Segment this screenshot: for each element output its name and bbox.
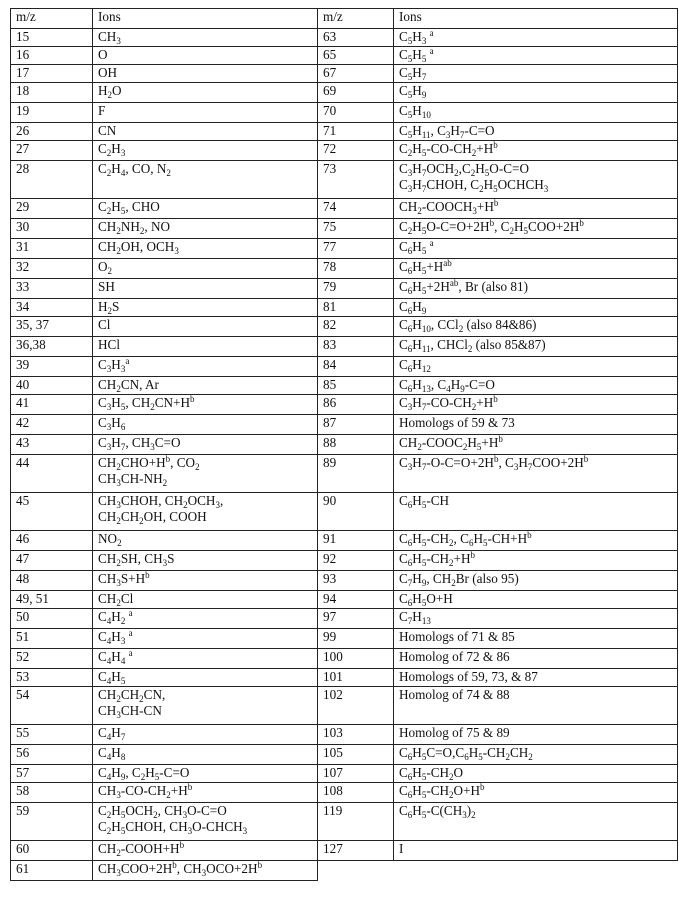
mz-cell: 82 (318, 317, 394, 337)
mz-cell: 101 (318, 669, 394, 687)
ion-cell: $C_6H_{10}$, CCl$_2$ (also 84&86) (394, 317, 678, 337)
mz-cell: 27 (11, 141, 93, 161)
table-row (11, 551, 678, 571)
ion-cell: $CH_2Cl$ (93, 591, 318, 609)
mz-cell: 19 (11, 103, 93, 123)
mz-cell: 91 (318, 531, 394, 551)
ion-cell: $C_3H_3^a$ (93, 357, 318, 377)
mz-cell: 42 (11, 415, 93, 435)
table-row (11, 161, 678, 199)
ion-cell: $CH_2NH_2$, NO (93, 219, 318, 239)
ion-cell: $C_5H_3$ $^a$ (394, 29, 678, 47)
table-row (11, 531, 678, 551)
mz-cell: 26 (11, 123, 93, 141)
table-row (11, 725, 678, 745)
ion-cell: $CH_2CH_2CN$, $CH_3CH-CN$ (93, 687, 318, 725)
ion-cell: $CH_3$ (93, 29, 318, 47)
mz-cell: 105 (318, 745, 394, 765)
ion-cell: $CH_2CN$, Ar (93, 377, 318, 395)
ion-cell: $C_5H_{11}$, $C_3H_7-C=O$ (394, 123, 678, 141)
ion-cell: $C_3H_5$, $CH_2CN+H^b$ (93, 395, 318, 415)
mz-cell: 73 (318, 161, 394, 199)
ion-cell: Cl (93, 317, 318, 337)
mz-cell: 99 (318, 629, 394, 649)
ion-cell: $C_3H_7$, $CH_3C=O$ (93, 435, 318, 455)
ion-cell: $C_7H_{13}$ (394, 609, 678, 629)
mz-cell: 40 (11, 377, 93, 395)
mz-cell: 47 (11, 551, 93, 571)
table-row (11, 47, 678, 65)
header-mz-left: m/z (11, 9, 93, 29)
ion-cell: $CH_3COO+2H^b$, $CH_3OCO+2H^b$ (93, 861, 318, 881)
table-row (11, 259, 678, 279)
table-row (11, 317, 678, 337)
mz-cell: 97 (318, 609, 394, 629)
ion-cell: $CH_3S+H^b$ (93, 571, 318, 591)
ion-cell: $C_2H_5-CO-CH_2+H^b$ (394, 141, 678, 161)
ion-cell: $C_6H_{13}$, $C_4H_9-C=O$ (394, 377, 678, 395)
table-row (11, 395, 678, 415)
ion-cell (394, 861, 678, 881)
ion-cell: $C_7H_9$, $CH_2Br$ (also 95) (394, 571, 678, 591)
table-row (11, 803, 678, 841)
ion-cell: $C_4H_3$ $^a$ (93, 629, 318, 649)
table-row (11, 861, 678, 881)
mz-cell: 61 (11, 861, 93, 881)
header-ions-right: Ions (394, 9, 678, 29)
mz-cell: 32 (11, 259, 93, 279)
ion-cell: $C_3H_7-CO-CH_2+H^b$ (394, 395, 678, 415)
ion-cell: $C_6H_5-CH_2+H^b$ (394, 551, 678, 571)
table-row (11, 65, 678, 83)
mz-cell: 103 (318, 725, 394, 745)
ion-cell: $C_6H_5$ $^a$ (394, 239, 678, 259)
mz-cell: 30 (11, 219, 93, 239)
table-row (11, 83, 678, 103)
mz-cell: 45 (11, 493, 93, 531)
ion-cell: $C_6H_5-CH_2O$ (394, 765, 678, 783)
table-row (11, 649, 678, 669)
mz-cell: 63 (318, 29, 394, 47)
ion-cell: $CH_2OH$, $OCH_3$ (93, 239, 318, 259)
ion-cell: $CH_3CHOH$, $CH_2OCH_3$, $CH_2CH_2OH$, COOH (93, 493, 318, 531)
mz-cell: 89 (318, 455, 394, 493)
mz-cell: 43 (11, 435, 93, 455)
table-row (11, 123, 678, 141)
ion-cell: Homologs of 59, 73, & 87 (394, 669, 678, 687)
mz-cell: 16 (11, 47, 93, 65)
ion-cell: $C_2H_3$ (93, 141, 318, 161)
ion-cell: $C_6H_5-C(CH_3)_2$ (394, 803, 678, 841)
table-row (11, 571, 678, 591)
table-row (11, 841, 678, 861)
ion-cell: Homologs of 59 & 73 (394, 415, 678, 435)
mz-cell: 28 (11, 161, 93, 199)
mz-cell: 92 (318, 551, 394, 571)
ion-cell: F (93, 103, 318, 123)
mz-cell: 35, 37 (11, 317, 93, 337)
mz-cell: 70 (318, 103, 394, 123)
mz-cell: 51 (11, 629, 93, 649)
mz-cell: 74 (318, 199, 394, 219)
mz-ions-table (10, 8, 678, 881)
mz-cell: 18 (11, 83, 93, 103)
mz-cell: 75 (318, 219, 394, 239)
mz-cell: 100 (318, 649, 394, 669)
mz-cell: 44 (11, 455, 93, 493)
table-row (11, 279, 678, 299)
mz-cell: 49, 51 (11, 591, 93, 609)
ion-cell: $C_4H_8$ (93, 745, 318, 765)
ion-cell: $C_5H_5$ $^a$ (394, 47, 678, 65)
mz-cell: 55 (11, 725, 93, 745)
mz-cell: 79 (318, 279, 394, 299)
ion-cell: $C_6H_5+H^{ab}$ (394, 259, 678, 279)
table-row (11, 669, 678, 687)
ion-cell: $C_6H_5+2H^{ab}$, Br (also 81) (394, 279, 678, 299)
ion-cell: $C_2H_5O-C=O+2H^b$, $C_2H_5COO+2H^b$ (394, 219, 678, 239)
ion-cell: $H_2S$ (93, 299, 318, 317)
mz-cell: 52 (11, 649, 93, 669)
mz-cell: 94 (318, 591, 394, 609)
mz-cell: 90 (318, 493, 394, 531)
mz-cell: 83 (318, 337, 394, 357)
table-body (11, 9, 678, 881)
ion-cell: $C_5H_7$ (394, 65, 678, 83)
mz-cell: 15 (11, 29, 93, 47)
mz-cell: 29 (11, 199, 93, 219)
table-row (11, 299, 678, 317)
mz-cell: 41 (11, 395, 93, 415)
mz-cell: 48 (11, 571, 93, 591)
table-row (11, 219, 678, 239)
ion-cell: $H_2O$ (93, 83, 318, 103)
table-row (11, 591, 678, 609)
ion-cell: $C_5H_{10}$ (394, 103, 678, 123)
mz-cell: 56 (11, 745, 93, 765)
ion-cell: $C_2H_4$, CO, $N_2$ (93, 161, 318, 199)
mz-cell: 59 (11, 803, 93, 841)
mz-cell: 17 (11, 65, 93, 83)
mz-cell: 77 (318, 239, 394, 259)
ion-cell: $C_6H_5-CH_2O+H^b$ (394, 783, 678, 803)
ion-cell: $CH_2-COOH+H^b$ (93, 841, 318, 861)
ion-cell: $C_6H_{11}$, CHCl$_2$ (also 85&87) (394, 337, 678, 357)
table-row (11, 29, 678, 47)
ion-cell: $C_6H_5O+H$ (394, 591, 678, 609)
mz-cell: 87 (318, 415, 394, 435)
table-row (11, 239, 678, 259)
mz-cell: 58 (11, 783, 93, 803)
ion-cell: $O_2$ (93, 259, 318, 279)
ion-cell: $C_6H_5-CH$ (394, 493, 678, 531)
mz-cell: 72 (318, 141, 394, 161)
mz-cell: 108 (318, 783, 394, 803)
ion-cell: $C_2H_5OCH_2$, $CH_3O-C=O$ $C_2H_5CHOH$, $CH_3O-CHCH_3$ (93, 803, 318, 841)
ion-cell: HCl (93, 337, 318, 357)
mz-cell: 46 (11, 531, 93, 551)
mz-cell: 86 (318, 395, 394, 415)
table-row (11, 783, 678, 803)
mz-cell: 34 (11, 299, 93, 317)
table-row (11, 337, 678, 357)
ion-cell: $CH_2CHO+H^b$, $CO_2$ $CH_3CH-NH_2$ (93, 455, 318, 493)
table-row (11, 629, 678, 649)
ion-cell: $CH_2-COOC_2H_5+H^b$ (394, 435, 678, 455)
mz-cell: 36,38 (11, 337, 93, 357)
ion-cell: O (93, 47, 318, 65)
ion-cell: OH (93, 65, 318, 83)
ion-cell: $CH_2SH$, $CH_3S$ (93, 551, 318, 571)
mz-cell (318, 861, 394, 881)
table-row (11, 493, 678, 531)
ion-cell: CN (93, 123, 318, 141)
ion-cell: $C_5H_9$ (394, 83, 678, 103)
ion-cell: $C_6H_9$ (394, 299, 678, 317)
header-mz-right: m/z (318, 9, 394, 29)
mz-cell: 127 (318, 841, 394, 861)
mz-cell: 85 (318, 377, 394, 395)
mz-cell: 33 (11, 279, 93, 299)
mz-cell: 119 (318, 803, 394, 841)
mz-cell: 78 (318, 259, 394, 279)
ion-cell: I (394, 841, 678, 861)
mz-cell: 53 (11, 669, 93, 687)
mz-cell: 67 (318, 65, 394, 83)
ion-cell: $C_3H_7-O-C=O+2H^b$, $C_3H_7COO+2H^b$ (394, 455, 678, 493)
ion-cell: Homolog of 75 & 89 (394, 725, 678, 745)
table-row (11, 609, 678, 629)
table-row (11, 415, 678, 435)
header-row (11, 9, 678, 29)
ion-cell: SH (93, 279, 318, 299)
ion-cell: $C_6H_5-CH_2$, $C_6H_5-CH+H^b$ (394, 531, 678, 551)
table-row (11, 103, 678, 123)
table-row (11, 357, 678, 377)
table-row (11, 687, 678, 725)
ion-cell: $C_2H_5$, CHO (93, 199, 318, 219)
mz-cell: 31 (11, 239, 93, 259)
ion-cell: $NO_2$ (93, 531, 318, 551)
ion-cell: $C_4H_7$ (93, 725, 318, 745)
mz-cell: 39 (11, 357, 93, 377)
ion-cell: Homologs of 71 & 85 (394, 629, 678, 649)
ion-cell: $C_4H_4$ $^a$ (93, 649, 318, 669)
table-row (11, 765, 678, 783)
mz-cell: 54 (11, 687, 93, 725)
mz-cell: 65 (318, 47, 394, 65)
mz-cell: 84 (318, 357, 394, 377)
ion-cell: $CH_2-COOCH_3+H^b$ (394, 199, 678, 219)
mz-cell: 88 (318, 435, 394, 455)
mz-cell: 60 (11, 841, 93, 861)
mz-cell: 71 (318, 123, 394, 141)
ion-cell: $CH_3-CO-CH_2+H^b$ (93, 783, 318, 803)
mz-cell: 69 (318, 83, 394, 103)
mz-cell: 107 (318, 765, 394, 783)
mz-cell: 102 (318, 687, 394, 725)
ion-cell: $C_6H_5C=O,C_6H_5-CH_2CH_2$ (394, 745, 678, 765)
header-ions-left: Ions (93, 9, 318, 29)
table-row (11, 141, 678, 161)
ion-cell: Homolog of 72 & 86 (394, 649, 678, 669)
ion-cell: $C_4H_2$ $^a$ (93, 609, 318, 629)
mz-cell: 81 (318, 299, 394, 317)
mz-cell: 50 (11, 609, 93, 629)
table-row (11, 377, 678, 395)
ion-cell: Homolog of 74 & 88 (394, 687, 678, 725)
ion-cell: $C_3H_6$ (93, 415, 318, 435)
mz-cell: 57 (11, 765, 93, 783)
ion-cell: $C_3H_7OCH_2,C_2H_5O-C=O$ $C_3H_7CHOH$, $C_2H_5OCHCH_3$ (394, 161, 678, 199)
table-row (11, 199, 678, 219)
ion-cell: $C_4H_5$ (93, 669, 318, 687)
table-row (11, 745, 678, 765)
ion-cell: $C_4H_9$, $C_2H_5-C=O$ (93, 765, 318, 783)
mz-cell: 93 (318, 571, 394, 591)
table-row (11, 455, 678, 493)
ion-cell: $C_6H_{12}$ (394, 357, 678, 377)
table-row (11, 435, 678, 455)
